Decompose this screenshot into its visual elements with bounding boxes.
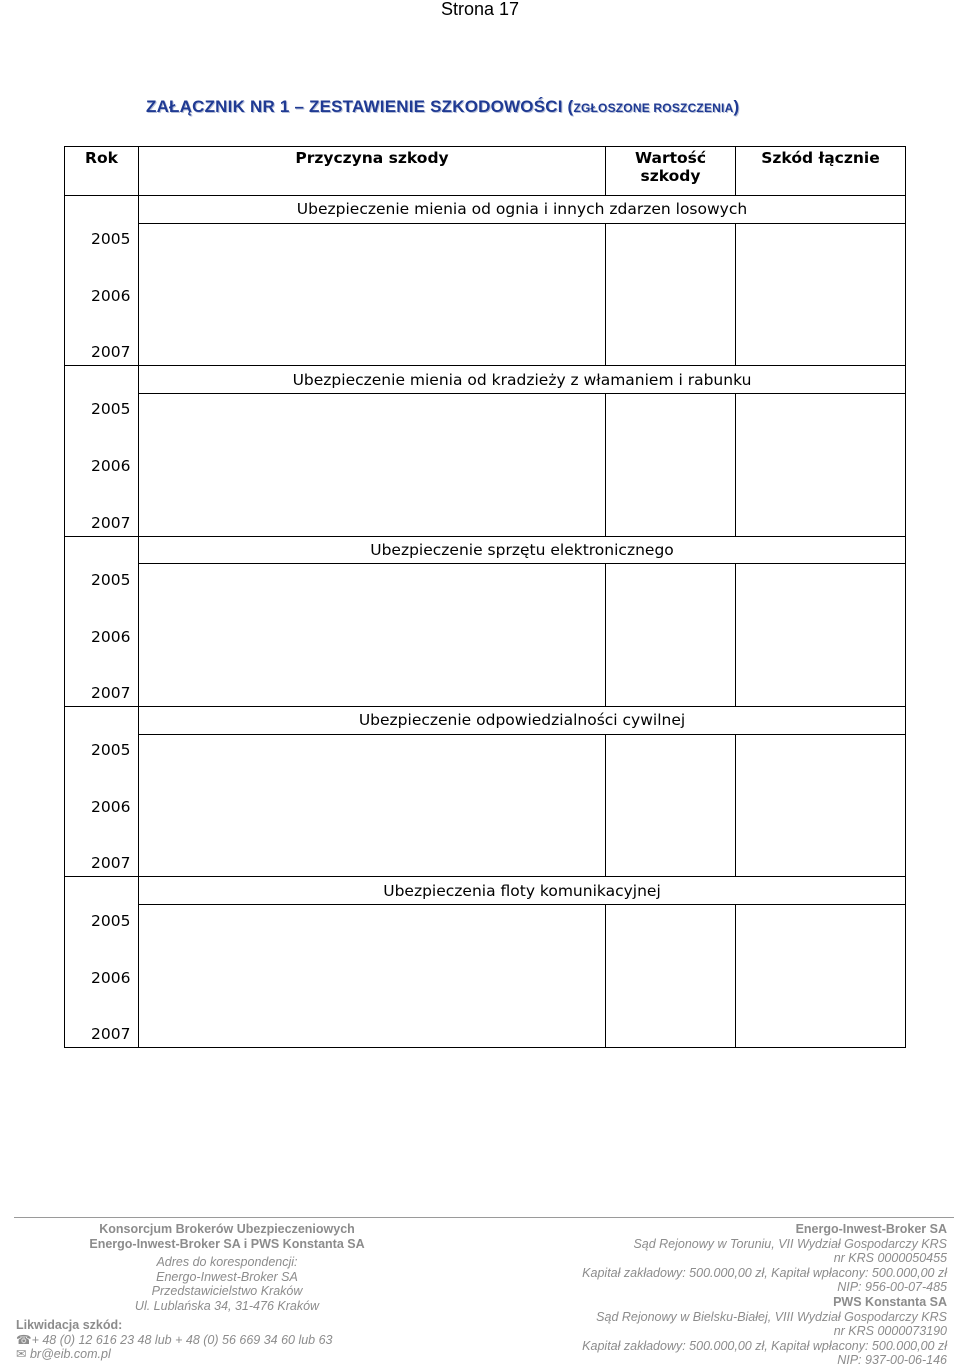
table-row [65, 366, 906, 394]
cause-cell [139, 479, 606, 536]
header-total: Szkód łącznie [736, 147, 906, 196]
year-cell: 2005 [65, 707, 139, 764]
total-cell [736, 991, 906, 1048]
table-row [65, 223, 906, 252]
table-row [65, 195, 906, 223]
total-cell [736, 734, 906, 763]
footer-pws-court: Sąd Rejonowy w Bielsku-Białej, VIII Wydział Gospodarczy KRS [596, 1309, 947, 1324]
year-cell: 2007 [65, 650, 139, 707]
total-cell [736, 252, 906, 309]
value-cell [606, 991, 736, 1048]
title-close: ) [733, 97, 740, 116]
cause-cell [139, 422, 606, 479]
footer-address-company: Energo-Inwest-Broker SA [156, 1269, 298, 1284]
table-row [65, 309, 906, 366]
value-cell [606, 763, 736, 820]
title-main: ZAŁĄCZNIK NR 1 – ZESTAWIENIE SZKODOWOŚCI ( [146, 97, 574, 116]
footer-pws-nip: NIP: 937-00-06-146 [837, 1353, 947, 1368]
year-cell: 2005 [65, 195, 139, 252]
year-cell: 2006 [65, 763, 139, 820]
footer-consortium-name: Konsorcjum Brokerów Ubezpieczeniowych [99, 1222, 355, 1236]
cause-cell [139, 309, 606, 366]
total-cell [736, 593, 906, 650]
value-cell [606, 593, 736, 650]
year-cell: 2007 [65, 479, 139, 536]
cause-cell [139, 820, 606, 877]
footer-eib-krs: nr KRS 0000050455 [833, 1251, 947, 1266]
footer-eib-capital: Kapitał zakładowy: 500.000,00 zł, Kapitał wpłacony: 500.000,00 zł [582, 1265, 947, 1280]
table-row [65, 536, 906, 564]
table-row [65, 734, 906, 763]
total-cell [736, 393, 906, 422]
total-cell [736, 479, 906, 536]
category-label: Ubezpieczenie mienia od ognia i innych zdarzen losowych [139, 195, 906, 223]
page-title [146, 97, 739, 117]
category-label: Ubezpieczenie odpowiedzialności cywilnej [139, 707, 906, 735]
value-cell [606, 422, 736, 479]
cause-cell [139, 593, 606, 650]
value-cell [606, 309, 736, 366]
table-row [65, 820, 906, 877]
footer-pws-name: PWS Konstanta SA [833, 1294, 947, 1309]
table-row [65, 905, 906, 934]
table-row [65, 252, 906, 309]
footer-consortium [62, 1222, 392, 1314]
table-row [65, 479, 906, 536]
value-cell [606, 934, 736, 991]
table-row [65, 393, 906, 422]
year-cell: 2007 [65, 991, 139, 1048]
cause-cell [139, 252, 606, 309]
footer-phone[interactable]: + 48 (0) 12 616 23 48 lub + 48 (0) 56 669 34 60 lub 63 [31, 1332, 333, 1347]
title-subtitle: ZGŁOSZONE ROSZCZENIA [573, 101, 734, 115]
total-cell [736, 905, 906, 934]
footer-company-info [527, 1222, 947, 1368]
total-cell [736, 422, 906, 479]
value-cell [606, 650, 736, 707]
table-row [65, 877, 906, 905]
category-label: Ubezpieczenie sprzętu elektronicznego [139, 536, 906, 564]
footer-eib-name: Energo-Inwest-Broker SA [795, 1222, 947, 1236]
value-cell [606, 734, 736, 763]
total-cell [736, 820, 906, 877]
envelope-icon: ✉ [16, 1347, 27, 1362]
footer-address-branch: Przedstawicielstwo Kraków [151, 1284, 303, 1299]
cause-cell [139, 905, 606, 934]
footer-eib-nip: NIP: 956-00-07-485 [837, 1280, 947, 1295]
footer-pws-krs: nr KRS 0000073190 [833, 1324, 947, 1339]
year-cell: 2006 [65, 252, 139, 309]
table-row [65, 593, 906, 650]
footer-consortium-members: Energo-Inwest-Broker SA i PWS Konstanta SA [89, 1236, 365, 1251]
value-cell [606, 393, 736, 422]
footer-divider [14, 1217, 954, 1218]
year-cell: 2007 [65, 820, 139, 877]
cause-cell [139, 650, 606, 707]
claims-table [64, 146, 906, 1048]
table-row [65, 934, 906, 991]
total-cell [736, 650, 906, 707]
header-value: Wartość szkody [606, 147, 736, 196]
cause-cell [139, 393, 606, 422]
phone-icon: ☎ [16, 1332, 32, 1347]
value-cell [606, 905, 736, 934]
table-row [65, 650, 906, 707]
value-cell [606, 820, 736, 877]
cause-cell [139, 564, 606, 593]
year-cell: 2005 [65, 536, 139, 593]
cause-cell [139, 223, 606, 252]
header-cause: Przyczyna szkody [139, 147, 606, 196]
year-cell: 2007 [65, 309, 139, 366]
value-cell [606, 252, 736, 309]
table-row [65, 991, 906, 1048]
year-cell: 2006 [65, 934, 139, 991]
category-label: Ubezpieczenie mienia od kradzieży z włamaniem i rabunku [139, 366, 906, 394]
total-cell [736, 934, 906, 991]
footer-email[interactable]: br@eib.com.pl [29, 1347, 111, 1362]
header-year: Rok [65, 147, 139, 196]
footer-pws-capital: Kapitał zakładowy: 500.000,00 zł, Kapitał wpłacony: 500.000,00 zł [582, 1338, 947, 1353]
footer-claims-contact [16, 1318, 376, 1362]
table-row [65, 564, 906, 593]
page-number: Strona 17 [440, 0, 520, 19]
footer-address-label: Adres do korespondencji: [156, 1255, 298, 1270]
value-cell [606, 223, 736, 252]
table-row [65, 422, 906, 479]
table-row [65, 763, 906, 820]
total-cell [736, 309, 906, 366]
table-row [65, 707, 906, 735]
cause-cell [139, 991, 606, 1048]
cause-cell [139, 934, 606, 991]
year-cell: 2006 [65, 422, 139, 479]
total-cell [736, 223, 906, 252]
year-cell: 2006 [65, 593, 139, 650]
year-cell: 2005 [65, 877, 139, 934]
footer-address-street: Ul. Lublańska 34, 31-476 Kraków [134, 1298, 320, 1313]
cause-cell [139, 763, 606, 820]
value-cell [606, 564, 736, 593]
table-header-row [65, 147, 906, 196]
category-label: Ubezpieczenia floty komunikacyjnej [139, 877, 906, 905]
footer-eib-court: Sąd Rejonowy w Toruniu, VII Wydział Gospodarczy KRS [633, 1236, 947, 1251]
value-cell [606, 479, 736, 536]
year-cell: 2005 [65, 366, 139, 423]
total-cell [736, 564, 906, 593]
cause-cell [139, 734, 606, 763]
footer-claims-label: Likwidacja szkód: [16, 1318, 123, 1332]
total-cell [736, 763, 906, 820]
